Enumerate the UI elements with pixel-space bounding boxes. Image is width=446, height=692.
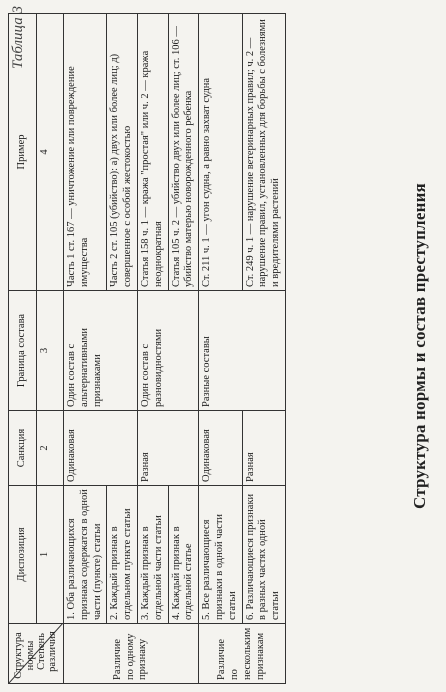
group-cell: Различие по нескольким признакам — [199, 624, 286, 684]
disposition-cell: 6. Различающиеся признаки в разных частях одной статьи — [242, 486, 285, 624]
sanction-cell: Одинаковая — [64, 411, 138, 486]
page-title: Структура нормы и состав преступления — [410, 183, 429, 509]
border-cell: Разные составы — [199, 291, 286, 411]
corner-top-label: Структура нормы — [13, 632, 36, 679]
column-number: 3 — [36, 291, 64, 411]
border-cell: Один состав с альтернативными признаками — [64, 291, 138, 411]
table-label: Таблица 3 — [10, 6, 26, 69]
disposition-cell: 2. Каждый признак в отдельном пункте статьи — [107, 486, 138, 624]
border-cell: Один состав с разновидностями — [137, 291, 198, 411]
example-cell: Статья 158 ч. 1 — кража "простая" или ч. 2 — кража неоднократная — [137, 14, 168, 291]
header-border: Граница состава — [9, 291, 37, 411]
table-row — [199, 14, 242, 684]
header-example: Пример — [9, 14, 37, 291]
column-number: 1 — [36, 486, 64, 624]
sanction-cell: Разная — [137, 411, 198, 486]
disposition-cell: 3. Каждый признак в отдельной части статьи — [137, 486, 168, 624]
header-row — [9, 14, 37, 684]
norm-structure-table — [8, 13, 286, 684]
disposition-cell: 5. Все различающиеся признаки в одной части статьи — [199, 486, 242, 624]
corner-bottom-label: Степень различия — [35, 631, 59, 672]
sanction-cell: Одинаковая — [199, 411, 242, 486]
example-cell: Статья 105 ч. 2 — убийство двух или более лиц; ст. 106 — убийство матерью новорожденного ребенка — [168, 14, 199, 291]
table-row — [137, 14, 168, 684]
table-row — [64, 14, 107, 684]
column-number: 2 — [36, 411, 64, 486]
header-sanction: Санкция — [9, 411, 37, 486]
column-number: 4 — [36, 14, 64, 291]
group-cell: Различие по одному признаку — [64, 624, 199, 684]
disposition-cell: 1. Оба различающихся признака содержатся в одной части (пункте) статьи — [64, 486, 107, 624]
example-cell: Часть 2 ст. 105 (убийство): а) двух или более лиц; д) совершенное с особой жестокостью — [107, 14, 138, 291]
sanction-cell: Разная — [242, 411, 285, 486]
example-cell: Ст. 211 ч. 1 — угон судна, а равно захват судна — [199, 14, 242, 291]
example-cell: Часть 1 ст. 167 — уничтожение или повреждение имущества — [64, 14, 107, 291]
corner-cell — [9, 624, 64, 684]
example-cell: Ст. 249 ч. 1 — нарушение ветеринарных правил; ч. 2 — нарушение правил, установленных для борьбы с болезнями и вредителями растений — [242, 14, 285, 291]
disposition-cell: 4. Каждый признак в отдельной статье — [168, 486, 199, 624]
column-number-row — [36, 14, 64, 684]
header-disposition: Диспозиция — [9, 486, 37, 624]
